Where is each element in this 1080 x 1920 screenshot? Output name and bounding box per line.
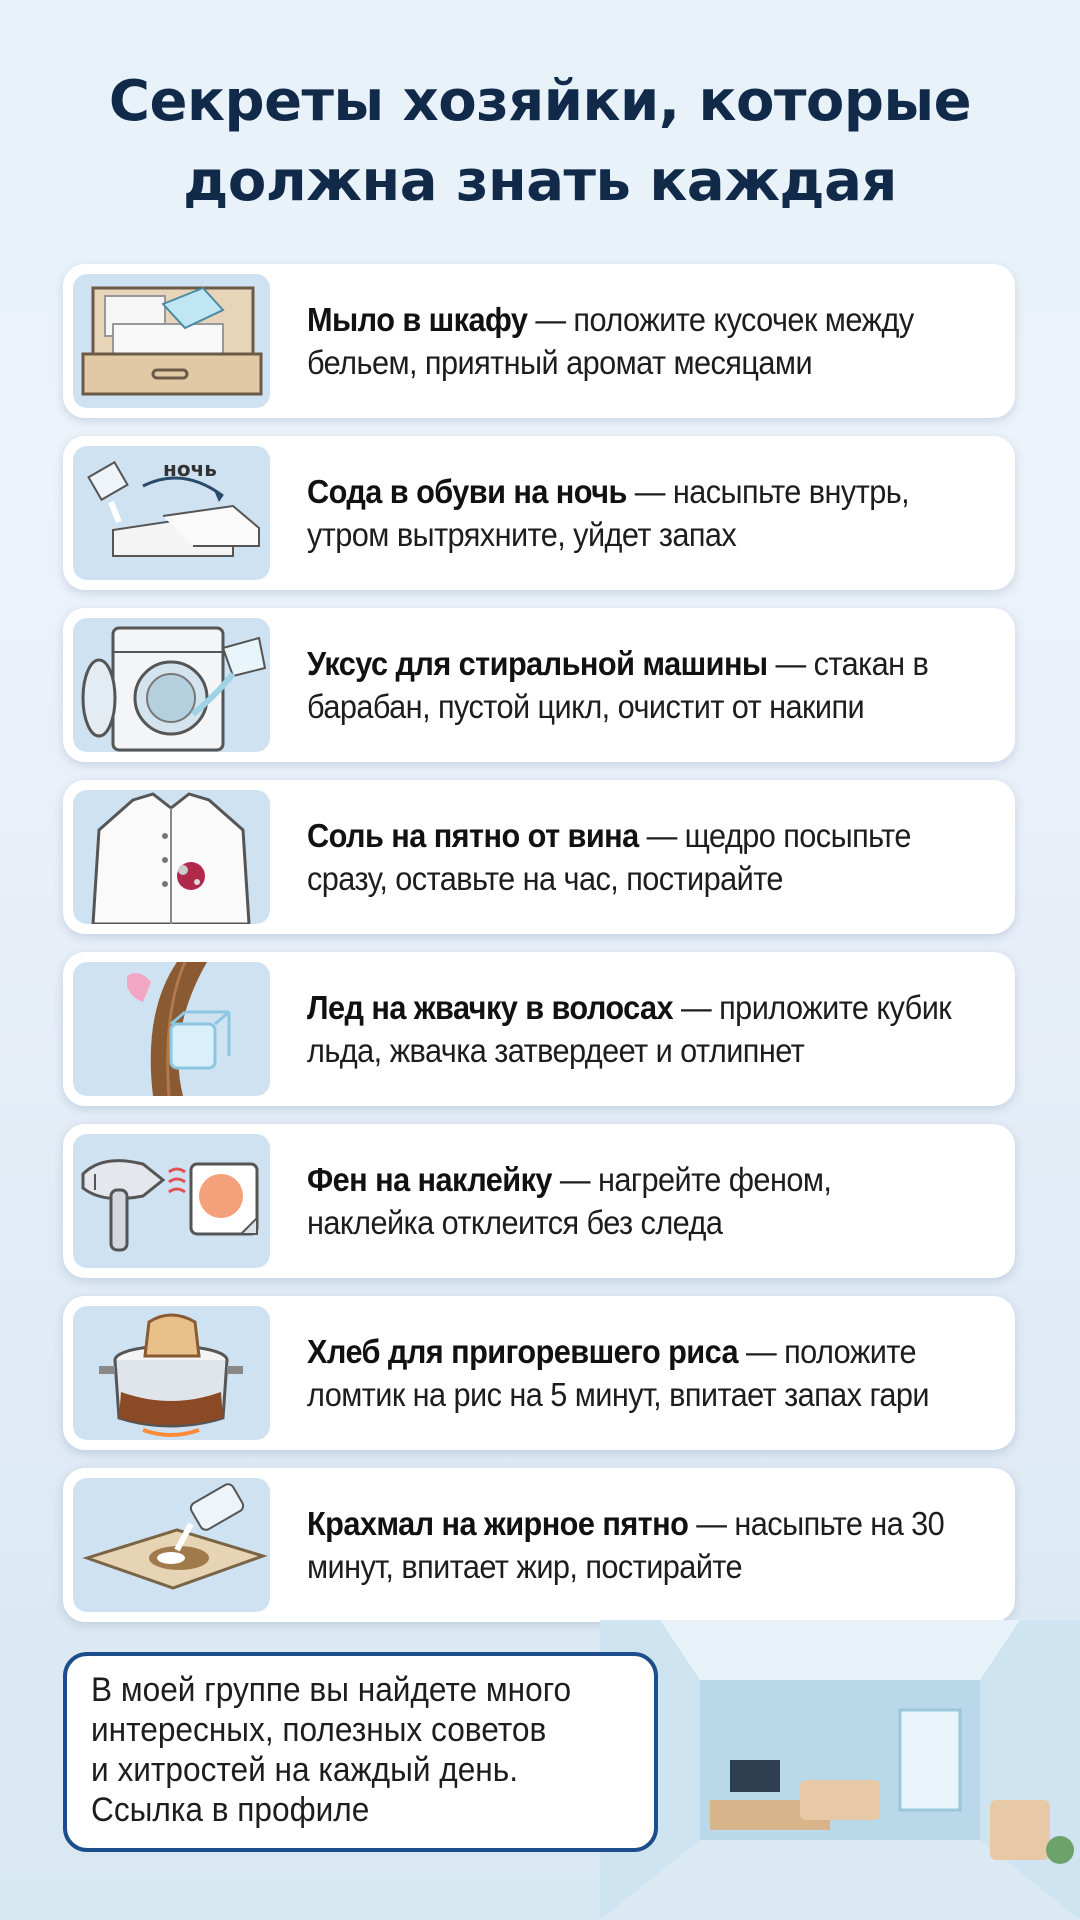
page-title (0, 62, 1080, 222)
tip-text (307, 264, 958, 418)
footer-line-1: В моей группе вы найдете много (91, 1671, 572, 1709)
tip-description: — стакан в барабан, пустой цикл, очистит от накипи (307, 645, 929, 725)
footer-line-3: и хитростей на каждый день. (91, 1751, 519, 1789)
tip-text (307, 1468, 958, 1622)
title-line-1: Секреты хозяйки, которые (108, 69, 972, 134)
tip-description: — нагрейте феном, наклейка отклеится без следа (307, 1161, 832, 1241)
tip-card-bread (63, 1296, 1015, 1450)
hair-dryer-icon (73, 1134, 270, 1268)
tip-title: Уксус для стиральной машины (307, 645, 768, 682)
tip-title: Хлеб для пригоревшего риса (307, 1333, 738, 1370)
starch-stain-icon (73, 1478, 270, 1612)
tip-text (307, 1296, 958, 1450)
tip-card-soap (63, 264, 1015, 418)
night-label: ночь (163, 457, 217, 481)
tip-title: Крахмал на жирное пятно (307, 1505, 689, 1542)
tip-description: — положите ломтик на рис на 5 минут, впитает запах гари (307, 1333, 930, 1413)
tip-text (307, 952, 958, 1106)
footer-line-4: Ссылка в профиле (91, 1791, 370, 1829)
tip-card-starch (63, 1468, 1015, 1622)
tip-card-vinegar (63, 608, 1015, 762)
tip-text (307, 1124, 958, 1278)
tip-title: Сода в обуви на ночь (307, 473, 627, 510)
tip-title: Мыло в шкафу (307, 301, 528, 338)
tip-card-salt (63, 780, 1015, 934)
title-line-2: должна знать каждая (183, 149, 897, 214)
tip-title: Фен на наклейку (307, 1161, 552, 1198)
footer-callout (63, 1652, 658, 1852)
washing-machine-icon (73, 618, 270, 752)
tip-description: — щедро посыпьте сразу, оставьте на час, постирайте (307, 817, 911, 897)
tip-title: Соль на пятно от вина (307, 817, 639, 854)
tip-title: Лед на жвачку в волосах (307, 989, 674, 1026)
tip-text (307, 608, 958, 762)
tip-text (307, 780, 958, 934)
tip-card-soda (63, 436, 1015, 590)
footer-line-2: интересных, полезных советов (91, 1711, 547, 1749)
tip-description: — насыпьте внутрь, утром вытряхните, уйдет запах (307, 473, 910, 553)
soda-shoes-icon (73, 446, 270, 580)
tip-text (307, 436, 958, 590)
bread-pot-icon (73, 1306, 270, 1440)
tip-card-ice (63, 952, 1015, 1106)
ice-hair-icon (73, 962, 270, 1096)
tip-description: — приложите кубик льда, жвачка затвердеет и отлипнет (307, 989, 952, 1069)
tip-card-hairdryer (63, 1124, 1015, 1278)
shirt-stain-icon (73, 790, 270, 924)
footer-text (91, 1670, 612, 1830)
tip-description: — положите кусочек между бельем, приятный аромат месяцами (307, 301, 914, 381)
room-illustration (600, 1620, 1080, 1920)
soap-drawer-icon (73, 274, 270, 408)
tip-description: — насыпьте на 30 минут, впитает жир, постирайте (307, 1505, 945, 1585)
